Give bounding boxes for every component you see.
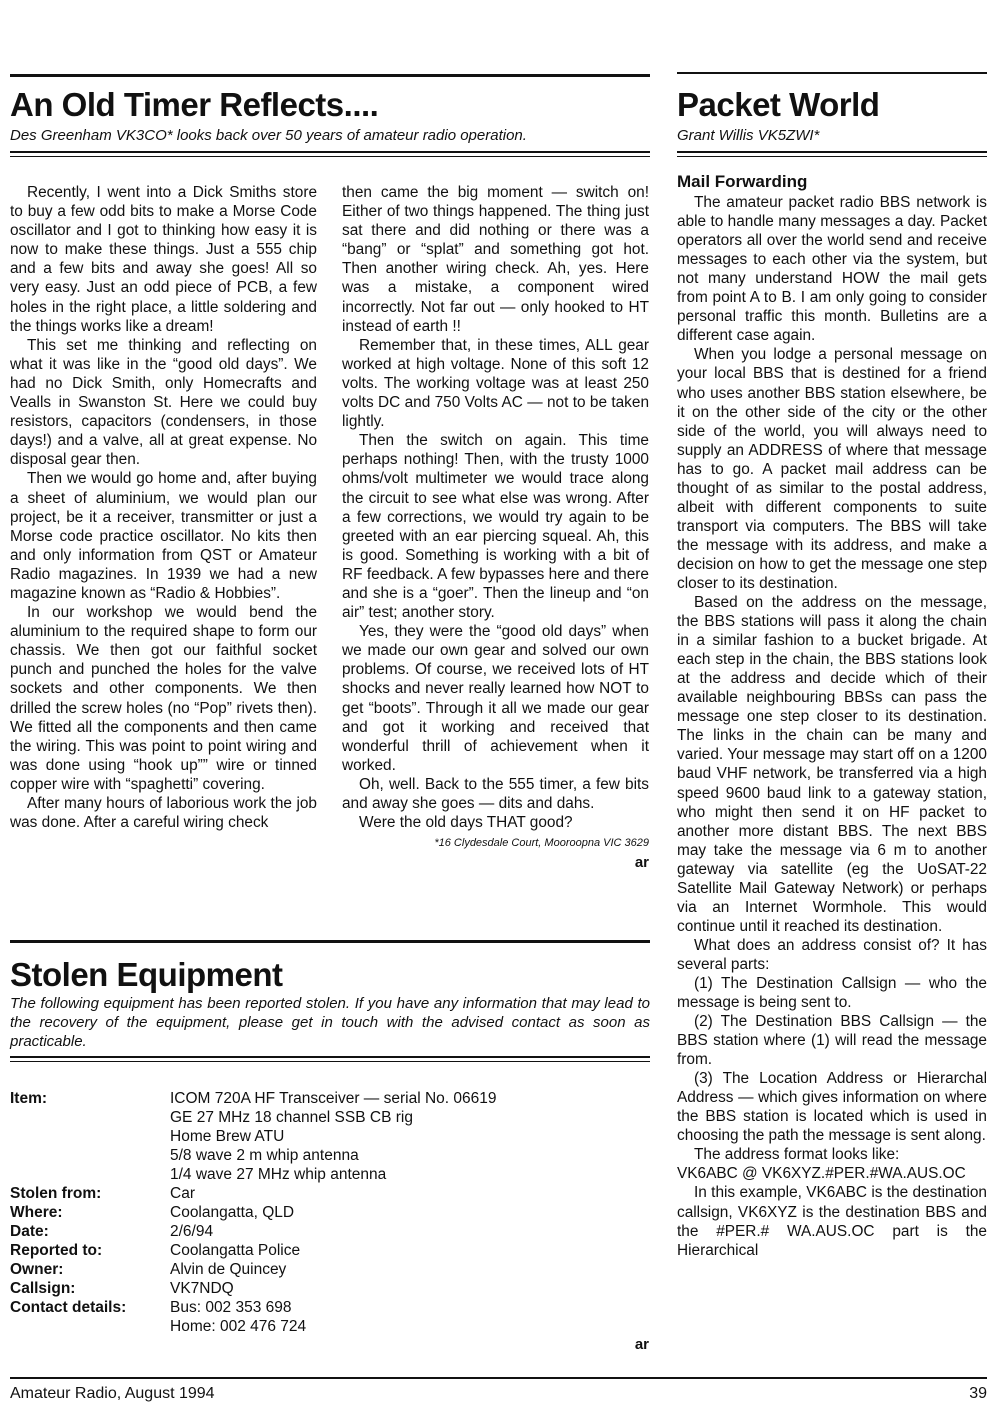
paragraph: Then we would go home and, after buying a sheet of aluminium, we would plan our project, be it a receiver, transmitter or just a Morse code practice oscillator. No kits then and only information from QST or Amateur Radio magazines. In 1939 we had a new magazine known as “Radio & Hobbies”. [10, 470, 317, 602]
packet-column [677, 172, 987, 1260]
stolen-label: Item: [10, 1090, 48, 1107]
stolen-row [10, 1184, 610, 1203]
section-divider-rule [10, 940, 650, 943]
stolen-label [10, 1146, 170, 1165]
stolen-row [10, 1146, 610, 1165]
stolen-row [10, 1127, 610, 1146]
paragraph: The address format looks like: [694, 1146, 900, 1164]
top-rule-left [10, 74, 650, 77]
title-rule-right-2 [677, 156, 987, 157]
stolen-value: Coolangatta, QLD [170, 1204, 295, 1221]
paragraph: Oh, well. Back to the 555 timer, a few bits and away she goes — dits and dahs. [342, 775, 649, 812]
stolen-value: GE 27 MHz 18 channel SSB CB rig [170, 1109, 413, 1126]
paragraph: (3) The Location Address or Hierarchal Address — which gives information on where the BBS station is located which is used in choosing the path the message is sent along. [677, 1070, 987, 1145]
article-byline: Des Greenham VK3CO* looks back over 50 years of amateur radio operation. [10, 127, 527, 144]
paragraph: (2) The Destination BBS Callsign — the BBS station where (1) will read the message from. [677, 1013, 987, 1069]
address-example: VK6ABC @ VK6XYZ.#PER.#WA.AUS.OC [677, 1165, 966, 1183]
stolen-value: Alvin de Quincey [170, 1261, 287, 1278]
paragraph: Were the old days THAT good? [359, 814, 573, 832]
stolen-value: ICOM 720A HF Transceiver — serial No. 06619 [170, 1090, 497, 1107]
end-mark: ar [634, 854, 649, 872]
stolen-label: Owner: [10, 1261, 64, 1278]
stolen-label: Callsign: [10, 1280, 76, 1297]
title-rule-left [10, 151, 650, 153]
stolen-label [10, 1165, 170, 1184]
stolen-row [10, 1203, 610, 1222]
author-address: *16 Clydesdale Court, Mooroopna VIC 3629 [434, 837, 649, 850]
stolen-value: 5/8 wave 2 m whip antenna [170, 1147, 359, 1164]
paragraph: then came the big moment — switch on! Either of two things happened. The thing just sat there and did nothing or there was a “bang” or “splat” and something got hot. Then another wiring check. Ah, yes. Here was a mistake, a component wired incorrectly. Not far out — only hooked to HT instead of earth !! [342, 184, 649, 335]
paragraph: After many hours of laborious work the job was done. After a careful wiring check [10, 795, 317, 832]
stolen-title: Stolen Equipment [10, 956, 283, 993]
stolen-row [10, 1317, 610, 1336]
packet-title: Packet World [677, 86, 880, 123]
stolen-value: 2/6/94 [170, 1223, 214, 1240]
section-heading: Mail Forwarding [677, 172, 808, 191]
paragraph: The amateur packet radio BBS network is able to handle many messages a day. Packet operators all over the world send and receive messages to each other via the system, but not many understand HOW the mail gets from point A to B. I am only going to consider personal traffic this month. Bulletins are a different case again. [677, 194, 987, 345]
paragraph: (1) The Destination Callsign — who the message is being sent to. [677, 974, 987, 1012]
paragraph: What does an address consist of? It has several parts: [677, 936, 987, 973]
article-title: An Old Timer Reflects.... [10, 86, 379, 123]
stolen-rule-2 [10, 1061, 650, 1062]
article-column-1 [10, 183, 317, 832]
footer-publication: Amateur Radio, August 1994 [10, 1385, 215, 1402]
paragraph: Recently, I went into a Dick Smiths store to buy a few odd bits to make a Morse Code oscillator and I got to thinking how easy it is now to make these things. Just a 555 chip and a few bits and away she goes! All so very easy. Just an odd piece of PCB, a few holes in the right place, a little soldering and the things works like a dream! [10, 184, 317, 335]
stolen-row [10, 1108, 610, 1127]
paragraph: Then the switch on again. This time perhaps nothing! Then, with the trusty 1000 ohms/volt multimeter we would trace along the circuit to see what else was wrong. After a few corrections, we would try again to be greeted with an ear piercing squeal. Ah, this is good. Something is working with a bit of RF feedback. A few bypasses here and there and she is a “goer”. Then the lineup and “on air” test; another story. [342, 432, 649, 622]
footer-rule [10, 1377, 987, 1379]
stolen-value: Bus: 002 353 698 [170, 1299, 292, 1316]
paragraph: Based on the address on the message, the BBS stations will pass it along the chain in a similar fashion to a bucket brigade. At each step in the chain, the BBS stations look at the address and decide which of their available neighbouring BBSs can pass the message one step closer to its destination. The links in the chain can be many and varied. Your message may start off on a 1200 baud VHF network, be transferred via a high speed 9600 baud link to a gateway station, who might then send it on HF packet to another more distant BBS. The next BBS may take the message via 6 m to another gateway via satellite (eg the UoSAT-22 Satellite Mail Gateway Network) or perhaps via an Internet Wormhole. This would continue until it reached its destination. [677, 594, 987, 935]
page-number: 39 [969, 1385, 987, 1402]
stolen-label: Date: [10, 1223, 49, 1240]
paragraph: This set me thinking and reflecting on what it was like in the “good old days”. We had no Dick Smith, only Homecrafts and Vealls in Swanston St. Here we could buy resistors, capacitors (condensers, in those days!) and a valve, all at great expense. No disposal gear then. [10, 336, 317, 469]
stolen-value: Car [170, 1185, 195, 1202]
stolen-row [10, 1279, 610, 1298]
packet-byline: Grant Willis VK5ZWI* [677, 127, 820, 144]
stolen-label: Contact details: [10, 1299, 127, 1316]
title-rule-right [677, 151, 987, 153]
title-rule-left-2 [10, 156, 650, 157]
stolen-label [10, 1108, 170, 1127]
stolen-label: Stolen from: [10, 1185, 102, 1202]
stolen-value: VK7NDQ [170, 1280, 234, 1297]
stolen-value: 1/4 wave 27 MHz whip antenna [170, 1166, 387, 1183]
stolen-value: Home Brew ATU [170, 1128, 285, 1145]
paragraph: When you lodge a personal message on your local BBS that is destined for a friend who uses another BBS station elsewhere, be it on the other side of the city or the other side of the world, you will always need to supply an ADDRESS of where that message has to go. A packet mail address can be thought of as similar to the postal address, albeit with different components to suite transport via computers. The BBS will take the message with its address, and make a decision on how to get the message one step closer to its destination. [677, 346, 987, 592]
stolen-row [10, 1241, 610, 1260]
stolen-details-table [10, 1089, 610, 1336]
stolen-label: Where: [10, 1204, 63, 1221]
paragraph: Remember that, in these times, ALL gear worked at high voltage. None of this soft 12 volts. The working voltage was at least 250 volts DC and 750 Volts AC — not to be taken lightly. [342, 336, 649, 431]
stolen-end-mark: ar [634, 1336, 649, 1353]
stolen-rule [10, 1056, 650, 1058]
stolen-label [10, 1317, 170, 1336]
stolen-row [10, 1222, 610, 1241]
paragraph: Yes, they were the “good old days” when we made our own gear and solved our own problems. Of course, we received lots of HT shocks and never really learned how NOT to get “boots”. Through it all we made our gear and got it working and received that wonderful thrill of achievement when it worked. [342, 623, 649, 774]
top-rule-right [677, 72, 987, 74]
article-column-2 [342, 183, 649, 872]
stolen-value: Coolangatta Police [170, 1242, 301, 1259]
stolen-row [10, 1165, 610, 1184]
paragraph: In this example, VK6ABC is the destination callsign, VK6XYZ is the destination BBS and the #PER.# WA.AUS.OC part is the Hierarchical [677, 1184, 987, 1259]
stolen-row [10, 1298, 610, 1317]
stolen-value: Home: 002 476 724 [170, 1318, 307, 1335]
stolen-row [10, 1089, 610, 1108]
paragraph: In our workshop we would bend the aluminium to the required shape to form our chassis. We then got our faithful socket punch and punched the holes for the valve sockets and other components. We then drilled the screw holes (no “Pop” rivets then). We fitted all the components and then came the wiring. This was point to point wiring and was done using “hook up”” wire or tinned copper wire with “spaghetti” covering. [10, 604, 317, 793]
stolen-row [10, 1260, 610, 1279]
stolen-intro: The following equipment has been reported stolen. If you have any information that may lead to the recovery of the equipment, please get in touch with the advised contact as soon as practicable. [10, 995, 650, 1050]
stolen-label: Reported to: [10, 1242, 103, 1259]
stolen-label [10, 1127, 170, 1146]
